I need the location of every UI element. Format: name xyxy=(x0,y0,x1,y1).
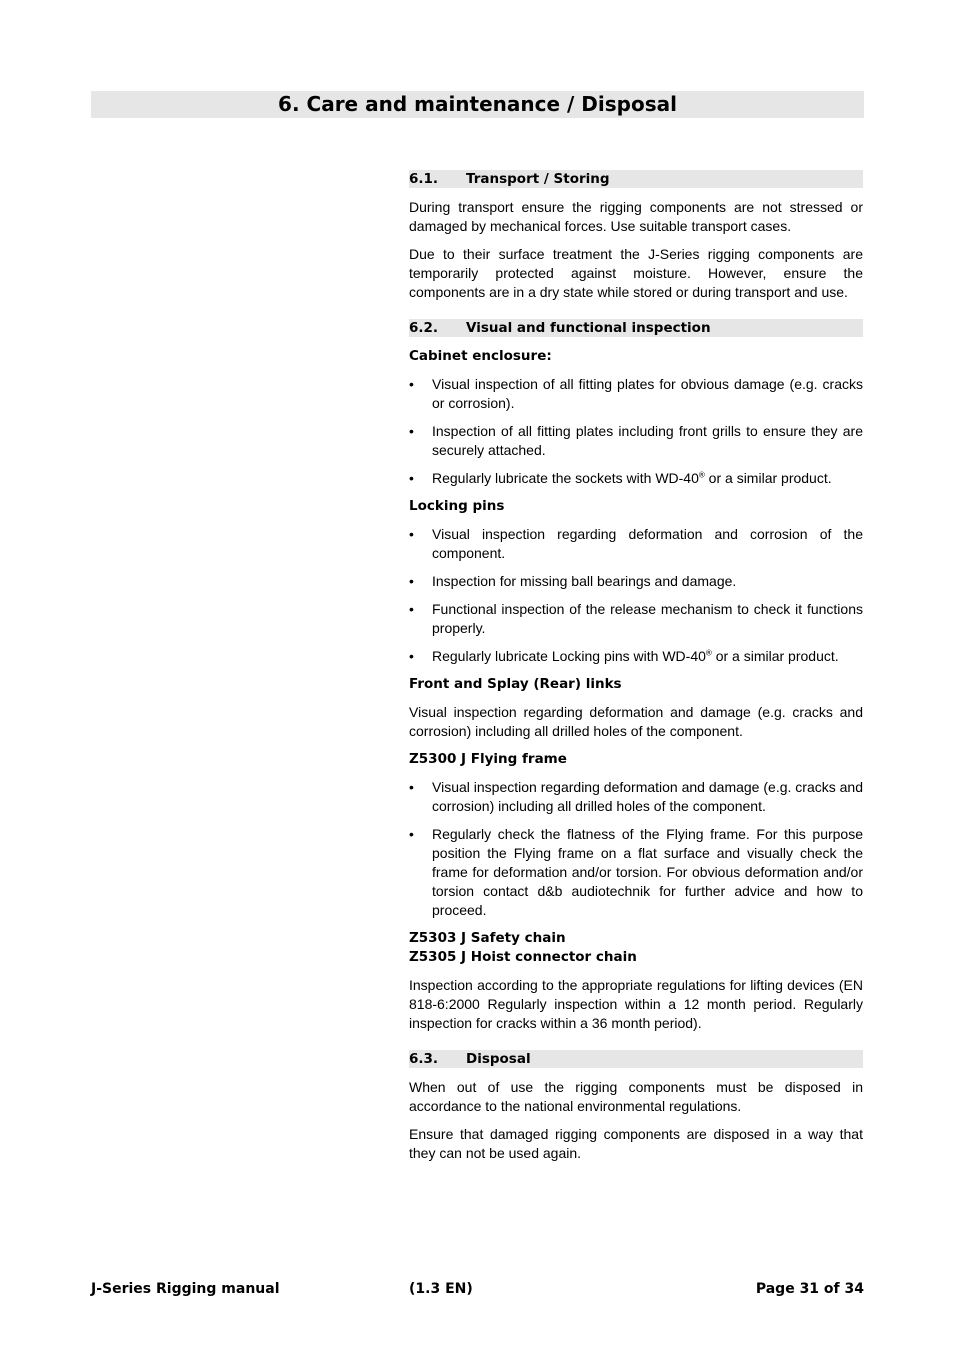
section-heading-inspection xyxy=(409,319,863,337)
subheading-links: Front and Splay (Rear) links xyxy=(409,676,622,692)
list-item-text: or a similar product. xyxy=(704,470,832,486)
list-item xyxy=(409,525,863,563)
bullet: • xyxy=(409,601,414,617)
section-number: 6.2. xyxy=(409,320,439,336)
subheading-locking-pins: Locking pins xyxy=(409,498,505,514)
flying-frame-list xyxy=(409,778,863,920)
list-item-text: Visual inspection regarding deformation and corrosion of the component. xyxy=(432,526,863,561)
subheading-chains xyxy=(409,929,863,967)
page-footer xyxy=(91,1281,864,1301)
footer-document-title: J-Series Rigging manual xyxy=(91,1281,280,1297)
bullet: • xyxy=(409,573,414,589)
list-item-text: Visual inspection of all fitting plates for obvious damage (e.g. cracks or corrosion). xyxy=(432,376,863,411)
paragraph: Ensure that damaged rigging components are disposed in a way that they can not be used again. xyxy=(409,1126,863,1161)
list-item xyxy=(409,375,863,413)
bullet: • xyxy=(409,526,414,542)
bullet: • xyxy=(409,470,414,486)
list-item xyxy=(409,647,863,666)
list-item xyxy=(409,825,863,920)
section-title: Visual and functional inspection xyxy=(466,320,711,336)
registered-mark: ® xyxy=(705,648,712,658)
list-item-text: Regularly lubricate the sockets with WD-40 xyxy=(432,470,699,486)
section-title: Disposal xyxy=(466,1051,531,1067)
paragraph: Inspection according to the appropriate regulations for lifting devices (EN 818-6:2000 Regularly inspection within a 12 month period. Regularly inspection for cracks within a 36 month period). xyxy=(409,977,863,1031)
paragraph: Visual inspection regarding deformation and damage (e.g. cracks and corrosion) including all drilled holes of the component. xyxy=(409,704,863,739)
subheading-hoist-chain: Z5305 J Hoist connector chain xyxy=(409,949,637,965)
subheading-safety-chain: Z5303 J Safety chain xyxy=(409,930,566,946)
list-item-text: Visual inspection regarding deformation and damage (e.g. cracks and corrosion) including all drilled holes of the component. xyxy=(432,779,863,814)
list-item xyxy=(409,778,863,816)
list-item-text: Functional inspection of the release mechanism to check it functions properly. xyxy=(432,601,863,636)
section-heading-disposal xyxy=(409,1050,863,1068)
section-number: 6.1. xyxy=(409,171,439,187)
section-heading-transport xyxy=(409,170,863,188)
registered-mark: ® xyxy=(698,470,705,480)
bullet: • xyxy=(409,376,414,392)
list-item-text: Inspection for missing ball bearings and damage. xyxy=(432,573,737,589)
list-item xyxy=(409,469,863,488)
list-item-text: Regularly check the flatness of the Flying frame. For this purpose position the Flying frame on a flat surface and visually check the frame for deformation and/or torsion. For obvious deformation and/or torsion contact d&b audiotechnik for further advice and how to proceed. xyxy=(432,826,863,918)
chapter-title: 6. Care and maintenance / Disposal xyxy=(278,92,677,116)
bullet: • xyxy=(409,648,414,664)
bullet: • xyxy=(409,423,414,439)
list-item xyxy=(409,422,863,460)
list-item-text: Inspection of all fitting plates including front grills to ensure they are securely attached. xyxy=(432,423,863,458)
paragraph: Due to their surface treatment the J-Series rigging components are temporarily protected against moisture. However, ensure the components are in a dry state while stored or during transport and use. xyxy=(409,246,863,300)
paragraph: During transport ensure the rigging components are not stressed or damaged by mechanical forces. Use suitable transport cases. xyxy=(409,199,863,234)
bullet: • xyxy=(409,826,414,842)
paragraph: When out of use the rigging components must be disposed in accordance to the national environmental regulations. xyxy=(409,1079,863,1114)
list-item-text: Regularly lubricate Locking pins with WD-40 xyxy=(432,648,706,664)
bullet: • xyxy=(409,779,414,795)
section-number: 6.3. xyxy=(409,1051,439,1067)
list-item-text: or a similar product. xyxy=(711,648,839,664)
subheading-cabinet: Cabinet enclosure: xyxy=(409,348,552,364)
list-item xyxy=(409,572,863,591)
list-item xyxy=(409,600,863,638)
section-title: Transport / Storing xyxy=(466,171,610,187)
subheading-flying-frame: Z5300 J Flying frame xyxy=(409,751,567,767)
locking-pins-list xyxy=(409,525,863,666)
cabinet-list xyxy=(409,375,863,488)
footer-page-number: Page 31 of 34 xyxy=(755,1281,864,1297)
main-content xyxy=(409,170,863,1172)
footer-version: (1.3 EN) xyxy=(409,1281,473,1297)
